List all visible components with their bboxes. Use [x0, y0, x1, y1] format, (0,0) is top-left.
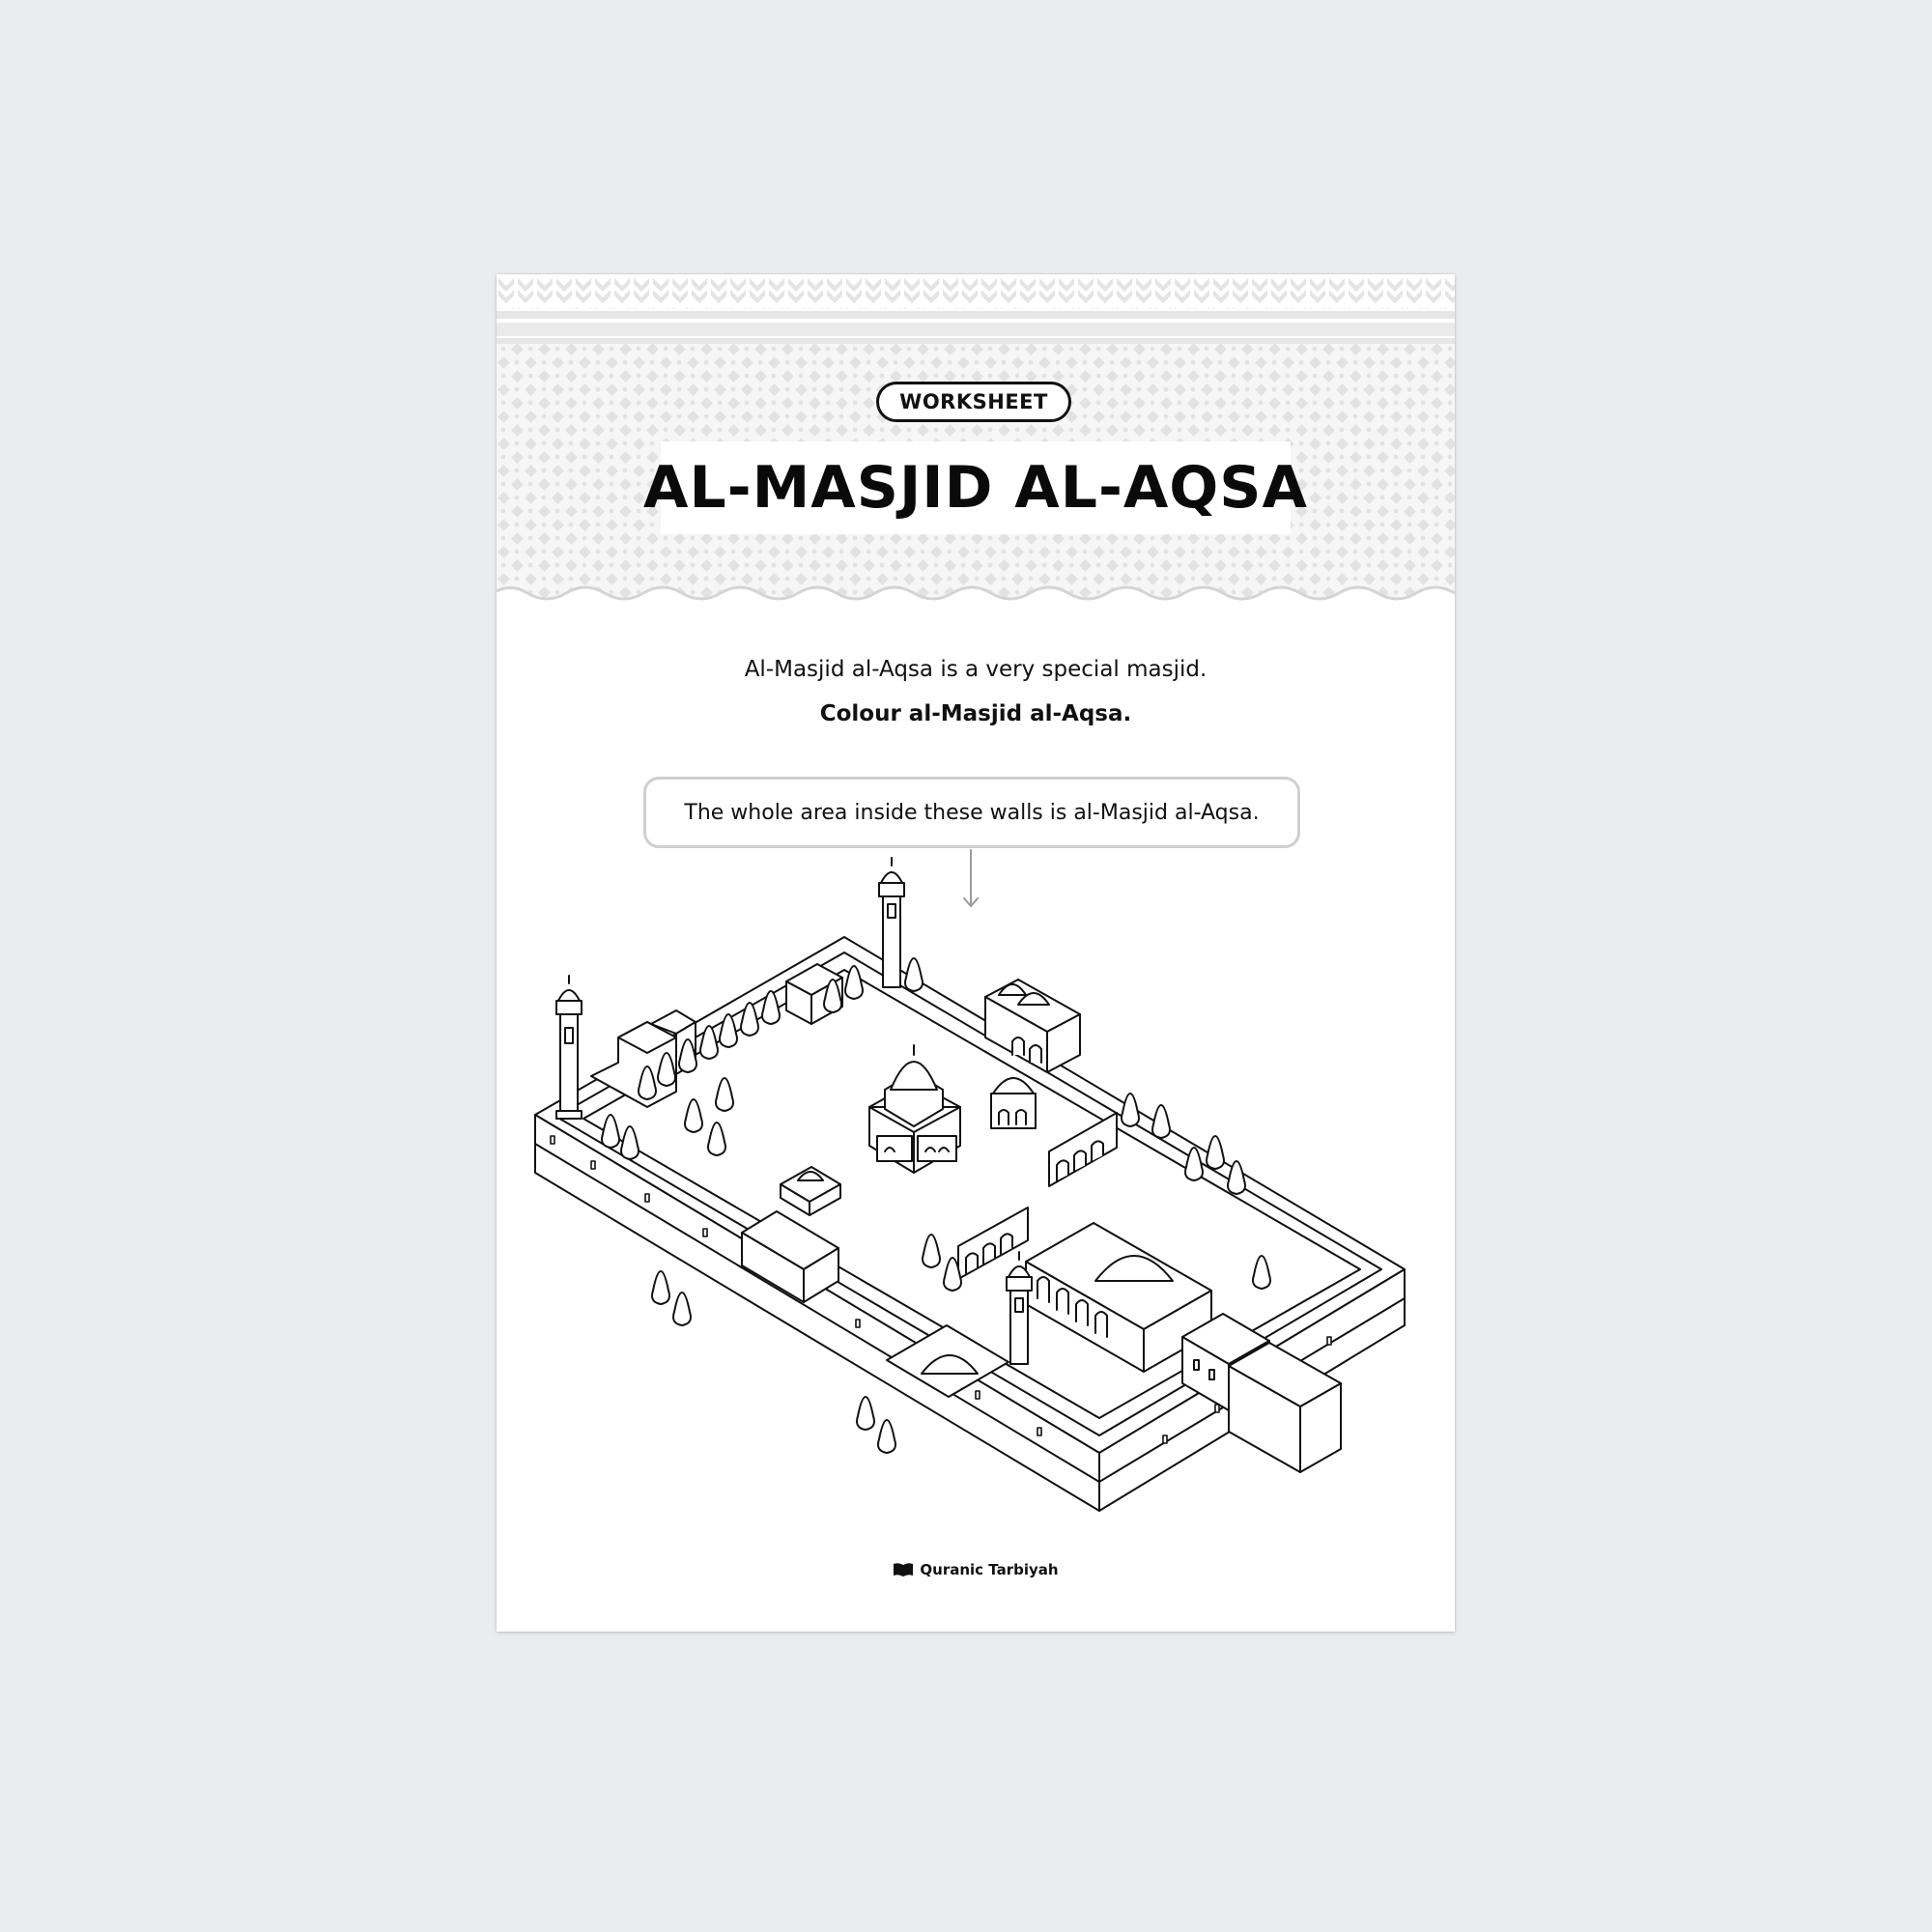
minaret-top: [879, 858, 904, 987]
footer-brand: [497, 1561, 1455, 1578]
callout-text: The whole area inside these walls is al-Masjid al-Aqsa.: [684, 800, 1260, 825]
worksheet-badge: WORKSHEET: [876, 382, 1071, 422]
instruction-text: Colour al-Masjid al-Aqsa.: [819, 701, 1132, 726]
title-panel: [643, 441, 1308, 534]
open-book-icon: [893, 1562, 914, 1577]
arrow-down-icon: [964, 850, 978, 906]
page-title: AL-MASJID AL-AQSA: [643, 454, 1308, 522]
brand-name: Quranic Tarbiyah: [920, 1561, 1059, 1578]
minaret-left: [556, 976, 582, 1119]
aqsa-compound-illustration: [497, 844, 1455, 1559]
intro-text: Al-Masjid al-Aqsa is a very special masjid.: [744, 657, 1208, 682]
callout-box: [643, 777, 1300, 848]
worksheet-page: [497, 274, 1455, 1632]
